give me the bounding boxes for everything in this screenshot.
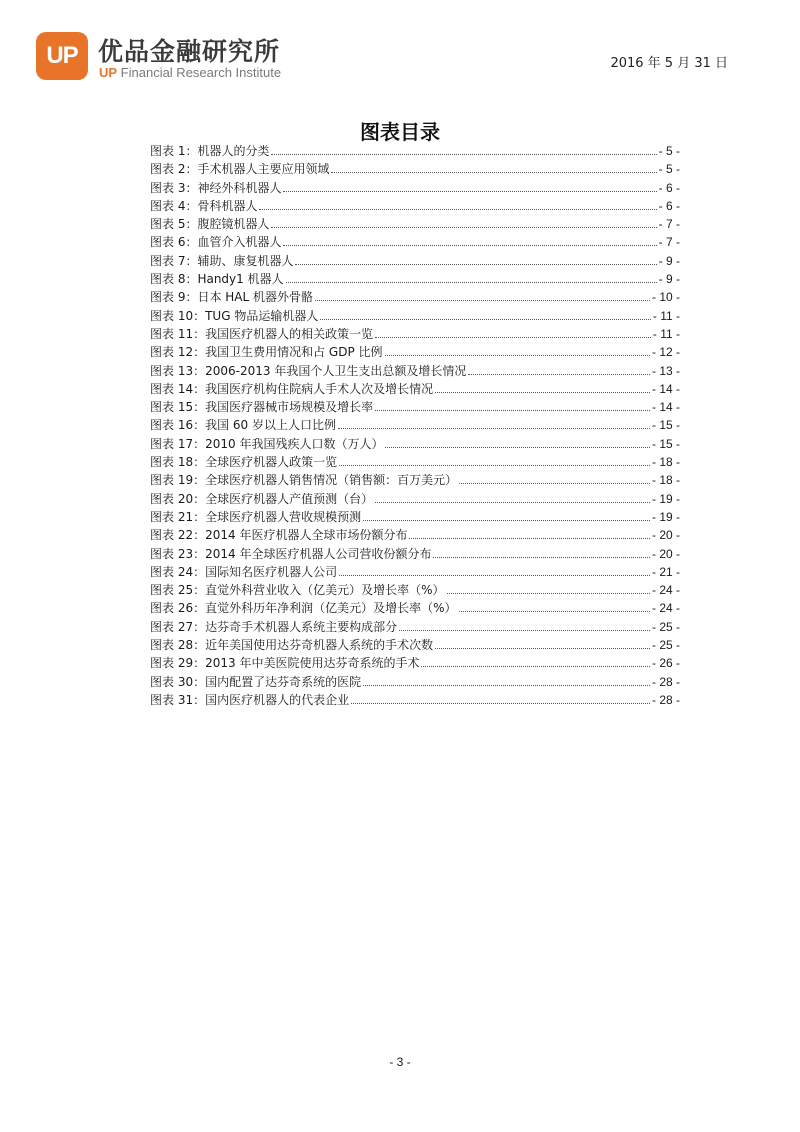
toc-entry-title: 腹腔镜机器人 bbox=[197, 217, 270, 232]
up-logo-badge: UP bbox=[36, 32, 88, 80]
toc-entry-page: - 15 - bbox=[651, 436, 680, 451]
toc-entry-label: 图表 26： bbox=[150, 601, 206, 616]
toc-entry-page: - 14 - bbox=[651, 381, 680, 396]
toc-entry[interactable] bbox=[150, 288, 680, 306]
toc-entry[interactable] bbox=[150, 508, 680, 526]
toc-entry-title: 辅助、康复机器人 bbox=[197, 253, 294, 268]
toc-entry-label: 图表 11： bbox=[150, 326, 206, 341]
toc-entry-label: 图表 29： bbox=[150, 656, 206, 671]
toc-dot-leader bbox=[409, 528, 650, 539]
toc-entry-page: - 6 - bbox=[658, 180, 680, 195]
toc-entry[interactable] bbox=[150, 435, 680, 453]
toc-entry[interactable] bbox=[150, 490, 680, 508]
toc-entry-label: 图表 4： bbox=[150, 198, 198, 213]
toc-entry-page: - 26 - bbox=[651, 656, 680, 671]
toc-entry-label: 图表 2： bbox=[150, 162, 198, 177]
toc-dot-leader bbox=[375, 492, 650, 503]
toc-dot-leader bbox=[459, 473, 650, 484]
toc-entry[interactable] bbox=[150, 563, 680, 581]
toc-entry-label: 图表 21： bbox=[150, 509, 206, 524]
toc-entry-label: 图表 17： bbox=[150, 436, 206, 451]
toc-entry-title: 手术机器人主要应用领域 bbox=[197, 162, 330, 177]
toc-entry-label: 图表 3： bbox=[150, 180, 198, 195]
toc-entry[interactable] bbox=[150, 526, 680, 544]
toc-entry-page: - 6 - bbox=[658, 198, 680, 213]
toc-entry[interactable] bbox=[150, 197, 680, 215]
toc-entry-page: - 28 - bbox=[651, 674, 680, 689]
page-title: 图表目录 bbox=[360, 120, 440, 144]
toc-dot-leader bbox=[283, 235, 656, 246]
page-number: - 3 - bbox=[389, 1055, 411, 1069]
toc-entry-label: 图表 7： bbox=[150, 253, 198, 268]
toc-entry-page: - 12 - bbox=[651, 345, 680, 360]
toc-entry-page: - 20 - bbox=[651, 528, 680, 543]
toc-entry-title: 直觉外科历年净利润（亿美元）及增长率（%） bbox=[205, 601, 457, 616]
toc-entry[interactable] bbox=[150, 636, 680, 654]
toc-dot-leader bbox=[363, 675, 650, 686]
toc-entry-title: 全球医疗机器人营收规模预测 bbox=[205, 509, 362, 524]
toc-entry-label: 图表 14： bbox=[150, 381, 206, 396]
toc-entry-title: 我国医疗器械市场规模及增长率 bbox=[205, 400, 374, 415]
toc-entry-label: 图表 28： bbox=[150, 638, 206, 653]
toc-entry-page: - 7 - bbox=[658, 217, 680, 232]
toc-entry[interactable] bbox=[150, 325, 680, 343]
toc-entry-page: - 11 - bbox=[652, 326, 680, 341]
toc-entry-title: 2014 年全球医疗机器人公司营收份额分布 bbox=[205, 546, 432, 561]
toc-entry-title: 2013 年中美医院使用达芬奇系统的手术 bbox=[205, 656, 420, 671]
toc-entry-page: - 21 - bbox=[651, 564, 680, 579]
toc-entry-page: - 9 - bbox=[658, 272, 680, 287]
toc-entry-title: 我国 60 岁以上人口比例 bbox=[205, 418, 336, 433]
toc-dot-leader bbox=[331, 162, 656, 173]
logo-en-rest: Financial Research Institute bbox=[117, 65, 282, 80]
toc-entry-label: 图表 12： bbox=[150, 345, 206, 360]
toc-entry-label: 图表 18： bbox=[150, 455, 206, 470]
toc-entry[interactable] bbox=[150, 270, 680, 288]
toc-dot-leader bbox=[271, 217, 656, 228]
toc-entry-page: - 7 - bbox=[658, 235, 680, 250]
toc-entry-title: 日本 HAL 机器外骨骼 bbox=[197, 290, 314, 305]
toc-entry-page: - 19 - bbox=[651, 491, 680, 506]
toc-entry-title: TUG 物品运输机器人 bbox=[205, 308, 319, 323]
toc-dot-leader bbox=[259, 199, 656, 210]
toc-entry-title: 2010 年我国残疾人口数（万人） bbox=[205, 436, 384, 451]
toc-entry-page: - 9 - bbox=[658, 253, 680, 268]
toc-dot-leader bbox=[339, 455, 650, 466]
toc-entry-title: 我国医疗机器人的相关政策一览 bbox=[205, 326, 374, 341]
toc-entry[interactable] bbox=[150, 673, 680, 691]
toc-dot-leader bbox=[315, 290, 650, 301]
toc-entry-label: 图表 19： bbox=[150, 473, 206, 488]
toc-dot-leader bbox=[399, 620, 650, 631]
toc-dot-leader bbox=[339, 565, 650, 576]
toc-entry-title: Handy1 机器人 bbox=[197, 272, 284, 287]
toc-entry[interactable] bbox=[150, 691, 680, 709]
toc-entry-label: 图表 27： bbox=[150, 619, 206, 634]
toc-dot-leader bbox=[435, 638, 650, 649]
logo-chinese-name: 优品金融研究所 bbox=[98, 37, 281, 66]
toc-entry-page: - 14 - bbox=[651, 400, 680, 415]
toc-dot-leader bbox=[320, 309, 651, 320]
toc-entry[interactable] bbox=[150, 380, 680, 398]
toc-entry[interactable] bbox=[150, 252, 680, 270]
toc-entry-page: - 5 - bbox=[658, 144, 680, 158]
toc-entry-title: 全球医疗机器人政策一览 bbox=[205, 455, 338, 470]
toc-entry-label: 图表 23： bbox=[150, 546, 206, 561]
logo-english-name bbox=[99, 65, 281, 80]
toc-entry-title: 近年美国使用达芬奇机器人系统的手术次数 bbox=[205, 638, 434, 653]
toc-entry-page: - 13 - bbox=[651, 363, 680, 378]
toc-dot-leader bbox=[421, 656, 650, 667]
toc-entry[interactable] bbox=[150, 545, 680, 563]
toc-entry[interactable] bbox=[150, 654, 680, 672]
report-date: 2016 年 5 月 31 日 bbox=[610, 56, 728, 71]
toc-entry-title: 达芬奇手术机器人系统主要构成部分 bbox=[205, 619, 398, 634]
toc-entry[interactable] bbox=[150, 398, 680, 416]
toc-entry-label: 图表 25： bbox=[150, 583, 206, 598]
toc-entry-page: - 28 - bbox=[651, 692, 680, 707]
toc-entry[interactable] bbox=[150, 362, 680, 380]
toc-dot-leader bbox=[385, 437, 650, 448]
toc-entry-title: 血管介入机器人 bbox=[197, 235, 282, 250]
toc-dot-leader bbox=[468, 364, 650, 375]
toc-dot-leader bbox=[286, 272, 657, 283]
toc-entry[interactable] bbox=[150, 471, 680, 489]
toc-entry-label: 图表 15： bbox=[150, 400, 206, 415]
toc-entry-page: - 20 - bbox=[651, 546, 680, 561]
toc-entry-label: 图表 30： bbox=[150, 674, 206, 689]
toc-entry-title: 国内配置了达芬奇系统的医院 bbox=[205, 674, 362, 689]
logo-en-prefix: UP bbox=[99, 65, 118, 80]
toc-entry-label: 图表 20： bbox=[150, 491, 206, 506]
toc-entry-page: - 15 - bbox=[651, 418, 680, 433]
toc-entry-page: - 25 - bbox=[651, 638, 680, 653]
toc-dot-leader bbox=[295, 254, 656, 265]
toc-dot-leader bbox=[351, 693, 650, 704]
toc-entry-page: - 18 - bbox=[651, 455, 680, 470]
toc-entry[interactable] bbox=[150, 453, 680, 471]
toc-entry-label: 图表 16： bbox=[150, 418, 206, 433]
toc-entry-page: - 24 - bbox=[651, 601, 680, 616]
toc-entry-label: 图表 10： bbox=[150, 308, 206, 323]
toc-dot-leader bbox=[271, 144, 656, 155]
toc-entry-label: 图表 22： bbox=[150, 528, 206, 543]
toc-entry-title: 神经外科机器人 bbox=[197, 180, 282, 195]
toc-entry-title: 2006-2013 年我国个人卫生支出总额及增长情况 bbox=[205, 363, 467, 378]
toc-entry-title: 直觉外科营业收入（亿美元）及增长率（%） bbox=[205, 583, 445, 598]
toc-entry-label: 图表 8： bbox=[150, 272, 198, 287]
toc-entry-label: 图表 5： bbox=[150, 217, 198, 232]
toc-dot-leader bbox=[447, 583, 650, 594]
toc-entry[interactable] bbox=[150, 343, 680, 361]
toc-entry-label: 图表 1： bbox=[150, 144, 198, 158]
toc-entry-label: 图表 24： bbox=[150, 564, 206, 579]
toc-entry-page: - 19 - bbox=[651, 509, 680, 524]
toc-dot-leader bbox=[338, 418, 650, 429]
figure-table-of-contents bbox=[150, 142, 680, 709]
toc-entry[interactable] bbox=[150, 160, 680, 178]
toc-dot-leader bbox=[385, 345, 650, 356]
toc-entry-page: - 11 - bbox=[652, 308, 680, 323]
brand-logo bbox=[36, 32, 346, 82]
toc-entry-label: 图表 9： bbox=[150, 290, 198, 305]
toc-dot-leader bbox=[375, 327, 651, 338]
toc-entry-page: - 18 - bbox=[651, 473, 680, 488]
toc-entry-page: - 24 - bbox=[651, 583, 680, 598]
toc-entry-label: 图表 6： bbox=[150, 235, 198, 250]
toc-entry-title: 机器人的分类 bbox=[197, 144, 270, 158]
toc-entry-title: 骨科机器人 bbox=[197, 198, 258, 213]
toc-entry[interactable] bbox=[150, 215, 680, 233]
toc-dot-leader bbox=[363, 510, 650, 521]
toc-entry-label: 图表 13： bbox=[150, 363, 206, 378]
toc-dot-leader bbox=[283, 181, 656, 192]
toc-entry-title: 国内医疗机器人的代表企业 bbox=[205, 692, 350, 707]
toc-dot-leader bbox=[435, 382, 650, 393]
toc-entry-title: 国际知名医疗机器人公司 bbox=[205, 564, 338, 579]
toc-entry[interactable] bbox=[150, 179, 680, 197]
toc-entry-title: 全球医疗机器人销售情况（销售额：百万美元） bbox=[205, 473, 458, 488]
toc-entry[interactable] bbox=[150, 142, 680, 160]
toc-entry-page: - 10 - bbox=[651, 290, 680, 305]
toc-entry-title: 我国卫生费用情况和占 GDP 比例 bbox=[205, 345, 383, 360]
toc-dot-leader bbox=[433, 547, 650, 558]
toc-entry-title: 2014 年医疗机器人全球市场份额分布 bbox=[205, 528, 408, 543]
toc-entry[interactable] bbox=[150, 599, 680, 617]
toc-entry[interactable] bbox=[150, 618, 680, 636]
toc-entry-label: 图表 31： bbox=[150, 692, 206, 707]
toc-dot-leader bbox=[375, 400, 650, 411]
toc-entry-page: - 25 - bbox=[651, 619, 680, 634]
toc-entry[interactable] bbox=[150, 581, 680, 599]
toc-entry-title: 全球医疗机器人产值预测（台） bbox=[205, 491, 374, 506]
toc-entry[interactable] bbox=[150, 416, 680, 434]
toc-entry[interactable] bbox=[150, 233, 680, 251]
toc-dot-leader bbox=[459, 601, 650, 612]
toc-entry-page: - 5 - bbox=[658, 162, 680, 177]
toc-entry-title: 我国医疗机构住院病人手术人次及增长情况 bbox=[205, 381, 434, 396]
toc-entry[interactable] bbox=[150, 307, 680, 325]
